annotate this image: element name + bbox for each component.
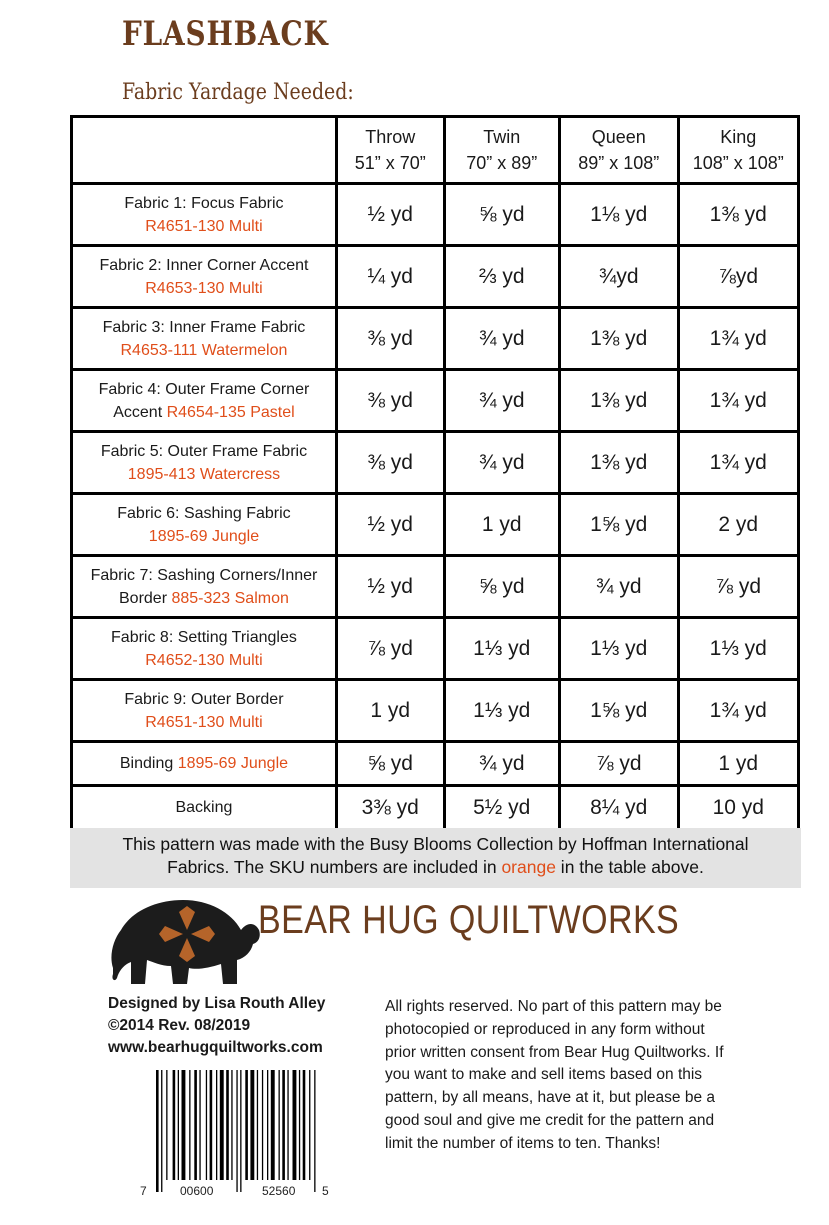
note-orange-word: orange xyxy=(501,857,556,877)
barcode-bar xyxy=(226,1070,229,1180)
column-header-twin xyxy=(444,117,559,184)
barcode-bar xyxy=(240,1070,241,1192)
amount-cell: ¾ yd xyxy=(444,308,559,370)
barcode-bar xyxy=(314,1070,315,1192)
barcode-bar xyxy=(287,1070,288,1180)
sku-text: R4652-130 Multi xyxy=(145,651,263,669)
rights-text: All rights reserved. No part of this pattern may be photocopied or reproduced in any form without prior written consent from Bear Hug Quiltworks. If you want to make and sell items based on this pattern, by all means, have at it, but please be a good soul and give me credit for the pattern and limit the number of items to ten. Thanks! xyxy=(385,998,724,1152)
barcode-bar xyxy=(161,1070,162,1192)
amount-cell: ¼ yd xyxy=(336,246,444,308)
barcode-digit-4: 5 xyxy=(322,1184,329,1198)
note-line-2: Fabrics. The SKU numbers are included in xyxy=(167,857,502,877)
column-size: 70” x 89” xyxy=(466,153,538,173)
table-header-row xyxy=(72,117,799,184)
amount-cell: 5½ yd xyxy=(444,786,559,830)
amount-cell: 1⅓ yd xyxy=(444,680,559,742)
row-label xyxy=(72,308,337,370)
page-subtitle: Fabric Yardage Needed: xyxy=(122,80,354,105)
row-label xyxy=(72,432,337,494)
fabric-name: Fabric 3: Inner Frame Fabric xyxy=(102,318,306,336)
website-link[interactable]: www.bearhugquiltworks.com xyxy=(108,1039,323,1056)
amount-cell: 1⅜ yd xyxy=(559,370,678,432)
fabric-name: Fabric 7: Sashing Corners/Inner xyxy=(90,566,318,584)
amount-cell: 1⅜ yd xyxy=(678,184,798,246)
row-label xyxy=(72,246,337,308)
binding-label: Binding xyxy=(119,755,178,772)
amount-cell: ¾ yd xyxy=(559,556,678,618)
amount-cell: 1⅝ yd xyxy=(559,494,678,556)
barcode-bar xyxy=(220,1070,224,1180)
row-label xyxy=(72,618,337,680)
amount-cell: ¾yd xyxy=(559,246,678,308)
column-size: 51” x 70” xyxy=(354,153,426,173)
row-label: Backing xyxy=(72,786,337,830)
barcode-bar xyxy=(282,1070,285,1180)
barcode-digit-2: 00600 xyxy=(180,1184,214,1198)
barcode-bar xyxy=(173,1070,176,1180)
row-label xyxy=(72,680,337,742)
column-name: Queen xyxy=(591,127,646,147)
amount-cell: 1⅓ yd xyxy=(559,618,678,680)
row-label xyxy=(72,742,337,786)
fabric-name: Fabric 2: Inner Corner Accent xyxy=(99,256,309,274)
fabric-name: Fabric 6: Sashing Fabric xyxy=(117,504,291,522)
barcode-bar xyxy=(156,1070,159,1192)
collection-note xyxy=(70,828,801,888)
amount-cell: 1⅓ yd xyxy=(678,618,798,680)
credits-block xyxy=(108,993,325,1059)
amount-cell: ⅝ yd xyxy=(444,556,559,618)
amount-cell: ¾ yd xyxy=(444,742,559,786)
barcode-bar xyxy=(293,1070,297,1180)
amount-cell: 3⅜ yd xyxy=(336,786,444,830)
fabric-name: Fabric 9: Outer Border xyxy=(124,690,284,708)
table-row-backing xyxy=(72,786,799,830)
table-row xyxy=(72,680,799,742)
amount-cell: 1⅜ yd xyxy=(559,308,678,370)
barcode-bar xyxy=(236,1070,237,1192)
barcode-bar xyxy=(210,1070,213,1180)
barcode-bar xyxy=(245,1070,248,1180)
note-line-2-end: in the table above. xyxy=(555,857,704,877)
row-label xyxy=(72,184,337,246)
barcode-bar xyxy=(257,1070,258,1180)
amount-cell: 1 yd xyxy=(336,680,444,742)
note-line-1: This pattern was made with the Busy Blooms Collection by Hoffman International xyxy=(122,834,749,854)
sku-text: 1895-413 Watercress xyxy=(127,465,281,483)
fabric-name-cont: Accent xyxy=(113,403,167,421)
amount-cell: ⅞ yd xyxy=(678,556,798,618)
barcode-icon xyxy=(150,1070,335,1200)
barcode-bar xyxy=(199,1070,200,1180)
barcode-bar xyxy=(189,1070,190,1180)
page-title: FLASHBACK xyxy=(122,14,329,54)
amount-cell: 1 yd xyxy=(678,742,798,786)
table-row xyxy=(72,432,799,494)
amount-cell: 1¾ yd xyxy=(678,370,798,432)
barcode-digit-3: 52560 xyxy=(262,1184,296,1198)
amount-cell: ¾ yd xyxy=(444,370,559,432)
row-label xyxy=(72,556,337,618)
barcode-bar xyxy=(206,1070,207,1180)
amount-cell: ⅜ yd xyxy=(336,432,444,494)
bear-with-flower-icon xyxy=(105,890,265,990)
barcode-bar xyxy=(279,1070,280,1180)
table-row xyxy=(72,494,799,556)
amount-cell: 8¼ yd xyxy=(559,786,678,830)
column-header-throw xyxy=(336,117,444,184)
fabric-name: Fabric 4: Outer Frame Corner xyxy=(98,380,310,398)
table-row xyxy=(72,184,799,246)
column-header-king xyxy=(678,117,798,184)
barcode-bar xyxy=(166,1070,167,1180)
amount-cell: 1⅓ yd xyxy=(444,618,559,680)
amount-cell: ⅜ yd xyxy=(336,308,444,370)
sku-text: R4653-111 Watermelon xyxy=(120,341,288,359)
barcode-digit-1: 7 xyxy=(140,1184,147,1198)
barcode-bar xyxy=(194,1070,197,1180)
sku-text: R4651-130 Multi xyxy=(145,217,263,235)
yardage-table xyxy=(70,115,800,831)
barcode-bar xyxy=(231,1070,232,1180)
amount-cell: 1¾ yd xyxy=(678,308,798,370)
amount-cell: ½ yd xyxy=(336,556,444,618)
amount-cell: ¾ yd xyxy=(444,432,559,494)
barcode-bar xyxy=(267,1070,268,1180)
table-row xyxy=(72,308,799,370)
designer-line: Designed by Lisa Routh Alley xyxy=(108,995,326,1012)
fabric-name: Fabric 1: Focus Fabric xyxy=(124,194,284,212)
amount-cell: ⅞ yd xyxy=(336,618,444,680)
barcode-bar xyxy=(250,1070,254,1180)
sku-text: 1895-69 Jungle xyxy=(148,527,260,545)
amount-cell: ⅝ yd xyxy=(336,742,444,786)
column-header-queen xyxy=(559,117,678,184)
amount-cell: ⅞yd xyxy=(678,246,798,308)
sku-text: 885-323 Salmon xyxy=(171,589,289,607)
table-row-binding xyxy=(72,742,799,786)
brand-name: BEAR HUG QUILTWORKS xyxy=(258,898,680,942)
barcode-bar xyxy=(271,1070,275,1180)
header-blank-cell xyxy=(72,117,337,184)
table-row xyxy=(72,246,799,308)
amount-cell: 1⅝ yd xyxy=(559,680,678,742)
column-name: King xyxy=(720,127,757,147)
barcode-bar xyxy=(216,1070,217,1180)
amount-cell: 1¾ yd xyxy=(678,680,798,742)
barcode-bar xyxy=(303,1070,306,1180)
fabric-name: Fabric 8: Setting Triangles xyxy=(111,628,297,646)
row-label xyxy=(72,370,337,432)
table-row xyxy=(72,556,799,618)
barcode-bar xyxy=(262,1070,263,1180)
sku-text: 1895-69 Jungle xyxy=(177,755,289,772)
copyright-line: ©2014 Rev. 08/2019 xyxy=(108,1017,251,1034)
row-label xyxy=(72,494,337,556)
amount-cell: ½ yd xyxy=(336,184,444,246)
amount-cell: 1 yd xyxy=(444,494,559,556)
amount-cell: ⅝ yd xyxy=(444,184,559,246)
amount-cell: ⅞ yd xyxy=(559,742,678,786)
sku-text: R4654-135 Pastel xyxy=(166,403,295,421)
amount-cell: 1⅜ yd xyxy=(559,432,678,494)
column-size: 108” x 108” xyxy=(692,153,784,173)
column-name: Throw xyxy=(365,127,416,147)
amount-cell: 1¾ yd xyxy=(678,432,798,494)
fabric-name: Fabric 5: Outer Frame Fabric xyxy=(100,442,308,460)
fabric-name-cont: Border xyxy=(119,589,172,607)
amount-cell: ⅔ yd xyxy=(444,246,559,308)
table-row xyxy=(72,370,799,432)
table-row xyxy=(72,618,799,680)
amount-cell: 1⅛ yd xyxy=(559,184,678,246)
amount-cell: ½ yd xyxy=(336,494,444,556)
amount-cell: 10 yd xyxy=(678,786,798,830)
sku-text: R4651-130 Multi xyxy=(145,713,263,731)
barcode-bar xyxy=(178,1070,179,1180)
barcode-bar xyxy=(299,1070,300,1180)
barcode-bar xyxy=(309,1070,310,1180)
amount-cell: 2 yd xyxy=(678,494,798,556)
barcode-bar xyxy=(182,1070,186,1180)
column-name: Twin xyxy=(483,127,521,147)
column-size: 89” x 108” xyxy=(578,153,660,173)
sku-text: R4653-130 Multi xyxy=(145,279,263,297)
amount-cell: ⅜ yd xyxy=(336,370,444,432)
